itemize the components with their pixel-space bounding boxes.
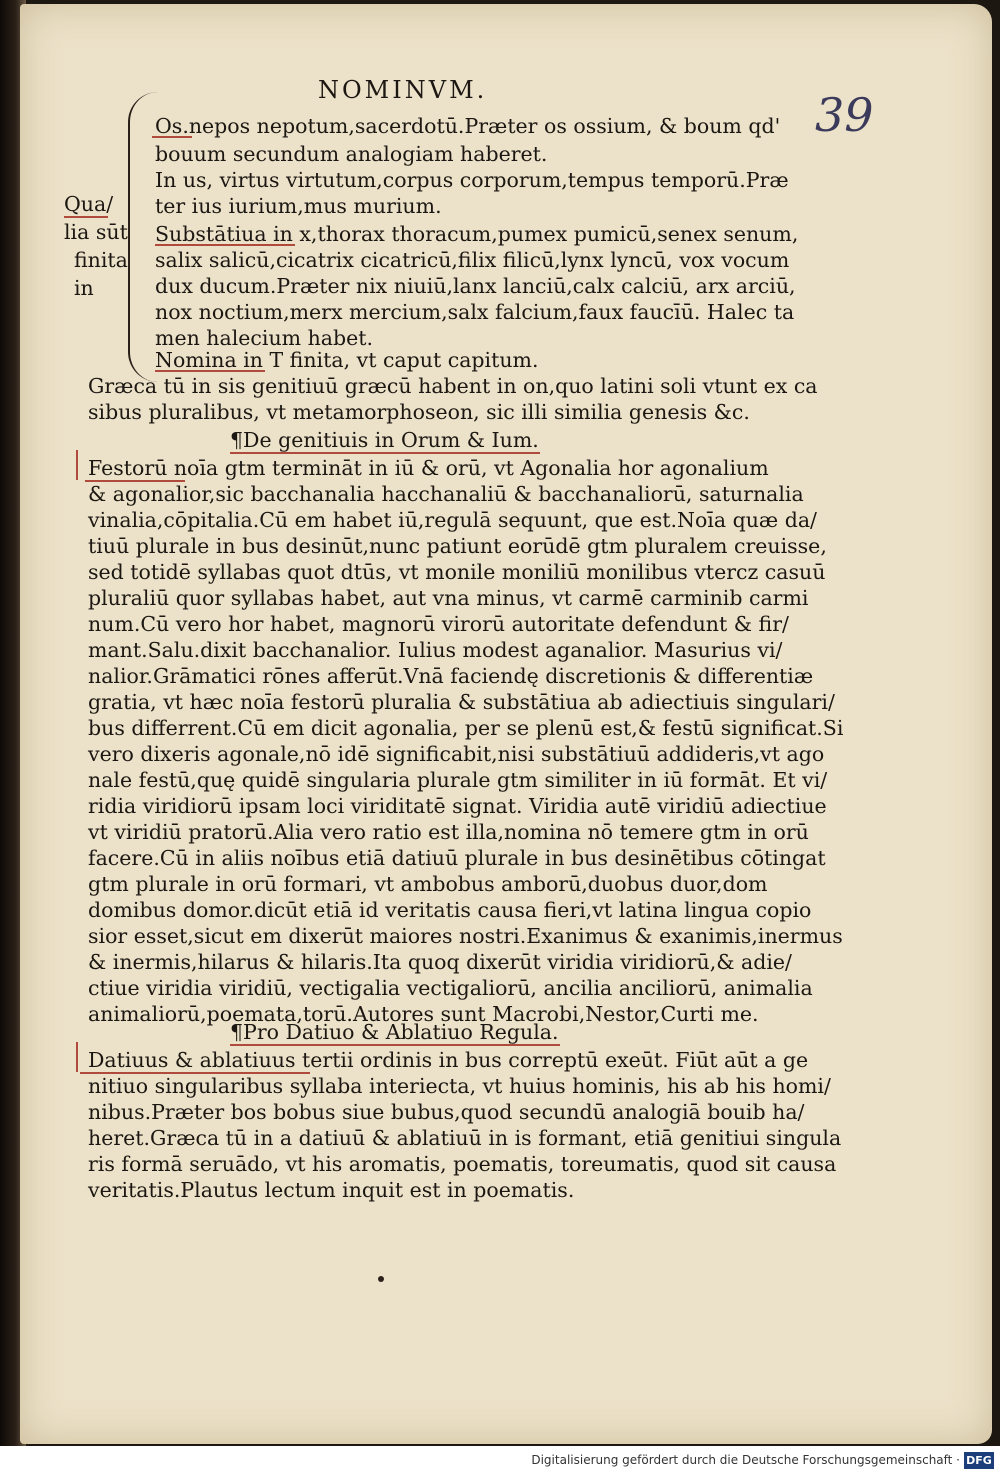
text-line: Nomina in T finita, vt caput capitum. bbox=[155, 348, 539, 372]
text-line: dux ducum.Præter nix niuiū,lanx lanciū,calx calciū, arx arciū, bbox=[155, 274, 796, 298]
side-note-line: finita bbox=[74, 248, 128, 272]
page-header: NOMINVM. bbox=[318, 76, 488, 104]
text-line: sibus pluralibus, vt metamorphoseon, sic illi similia genesis &c. bbox=[88, 400, 750, 424]
text-line: sed totidē syllabas quot dtūs, vt monile moniliū monilibus vtercz casuū bbox=[88, 560, 826, 584]
rubric-tick bbox=[76, 1042, 78, 1072]
text-line: men halecium habet. bbox=[155, 326, 374, 350]
text-line: nitiuo singularibus syllaba interiecta, vt huius hominis, his ab his homi/ bbox=[88, 1074, 831, 1098]
text-line: In us, virtus virtutum,corpus corporum,tempus temporū.Præ bbox=[155, 168, 789, 192]
section-heading: ¶De genitiuis in Orum & Ium. bbox=[230, 428, 539, 452]
text-line: Os.nepos nepotum,sacerdotū.Præter os ossium, & boum qd' bbox=[155, 114, 781, 138]
text-line: nale festū,quę quidē singularia plurale gtm similiter in iū formāt. Et vi/ bbox=[88, 768, 828, 792]
text-line: vero dixeris agonale,nō idē significabit,nisi substātiuū addideris,vt ago bbox=[88, 742, 825, 766]
text-line: ctiue viridia viridiū, vectigalia vectigaliorū, ancilia anciliorū, animalia bbox=[88, 976, 813, 1000]
side-note-line: in bbox=[74, 276, 94, 300]
funding-credit: Digitalisierung gefördert durch die Deutsche Forschungsgemeinschaft · bbox=[531, 1453, 960, 1467]
text-line: vinalia,cōpitalia.Cū em habet iū,regulā sequunt, que est.Noīa quæ da/ bbox=[88, 508, 817, 532]
text-line: vt viridiū pratorū.Alia vero ratio est illa,nomina nō temere gtm in orū bbox=[88, 820, 809, 844]
side-note-line: Qua/ bbox=[64, 192, 114, 216]
text-line: bus differrent.Cū em dicit agonalia, per se plenū est,& festū significat.Si bbox=[88, 716, 844, 740]
footer-bar bbox=[0, 1448, 1000, 1474]
pilcrow-icon: ¶ bbox=[230, 1020, 244, 1044]
text-line: veritatis.Plautus lectum inquit est in poematis. bbox=[88, 1178, 575, 1202]
text-line: domibus domor.dicūt etiā id veritatis causa fieri,vt latina lingua copio bbox=[88, 898, 812, 922]
text-line: nox noctium,merx mercium,salx falcium,faux faucīū. Halec ta bbox=[155, 300, 795, 324]
text-line: ris formā seruādo, vt his aromatis, poematis, toreumatis, quod sit causa bbox=[88, 1152, 837, 1176]
text-line: & agonalior,sic bacchanalia hacchanaliū & bacchanaliorū, saturnalia bbox=[88, 482, 804, 506]
text-line: Datiuus & ablatiuus tertii ordinis in bus correptū exeūt. Fiūt aūt a ge bbox=[88, 1048, 809, 1072]
text-line: heret.Græca tū in a datiuū & ablatiuū in is formant, etiā genitiui singula bbox=[88, 1126, 842, 1150]
side-note-line: lia sūt bbox=[64, 220, 128, 244]
dfg-logo-icon: DFG bbox=[964, 1452, 994, 1469]
text-line: Festorū noīa gtm termināt in iū & orū, vt Agonalia hor agonalium bbox=[88, 456, 769, 480]
text-line: num.Cū vero hor habet, magnorū virorū autoritate defendunt & fir/ bbox=[88, 612, 789, 636]
text-line: salix salicū,cicatrix cicatricū,filix filicū,lynx lyncū, vox vocum bbox=[155, 248, 790, 272]
rubric-tick bbox=[76, 450, 78, 480]
folio-number: 39 bbox=[815, 88, 874, 142]
text-line: nalior.Grāmatici rōnes afferūt.Vnā faciendę discretionis & differentiæ bbox=[88, 664, 814, 688]
text-line: mant.Salu.dixit bacchanalior. Iulius modest aganalior. Masurius vi/ bbox=[88, 638, 783, 662]
text-line: ter ius iurium,mus murium. bbox=[155, 194, 442, 218]
text-line: ridia viridiorū ipsam loci viriditatē signat. Viridia autē viridiū adiectiue bbox=[88, 794, 827, 818]
section-heading: ¶Pro Datiuo & Ablatiuo Regula. bbox=[230, 1020, 559, 1044]
text-line: gratia, vt hæc noīa festorū pluralia & substātiua ab adiectiuis singulari/ bbox=[88, 690, 835, 714]
text-line: gtm plurale in orū formari, vt ambobus amborū,duobus duor,dom bbox=[88, 872, 768, 896]
text-line: sior esset,sicut em dixerūt maiores nostri.Exanimus & exanimis,inermus bbox=[88, 924, 843, 948]
text-line: nibus.Præter bos bobus siue bubus,quod secundū analogiā bouib ha/ bbox=[88, 1100, 805, 1124]
page-dot bbox=[378, 1276, 384, 1282]
text-line: Græca tū in sis genitiuū græcū habent in on,quo latini soli vtunt ex ca bbox=[88, 374, 818, 398]
text-line: bouum secundum analogiam haberet. bbox=[155, 142, 548, 166]
text-line: facere.Cū in aliis noībus etiā datiuū plurale in bus desinētibus cōtingat bbox=[88, 846, 826, 870]
text-line: Substātiua in x,thorax thoracum,pumex pumicū,senex senum, bbox=[155, 222, 799, 246]
text-line: tiuū plurale in bus desinūt,nunc patiunt eorūdē gtm pluralem creuisse, bbox=[88, 534, 827, 558]
text-line: & inermis,hilarus & hilaris.Ita quoq dixerūt viridia viridiorū,& adie/ bbox=[88, 950, 792, 974]
pilcrow-icon: ¶ bbox=[230, 428, 244, 452]
text-line: animaliorū,poemata,torū.Autores sunt Macrobi,Nestor,Curti me. bbox=[88, 1002, 759, 1026]
text-line: pluraliū quor syllabas habet, aut vna minus, vt carmē carminib carmi bbox=[88, 586, 809, 610]
rubric-underline bbox=[64, 216, 108, 218]
